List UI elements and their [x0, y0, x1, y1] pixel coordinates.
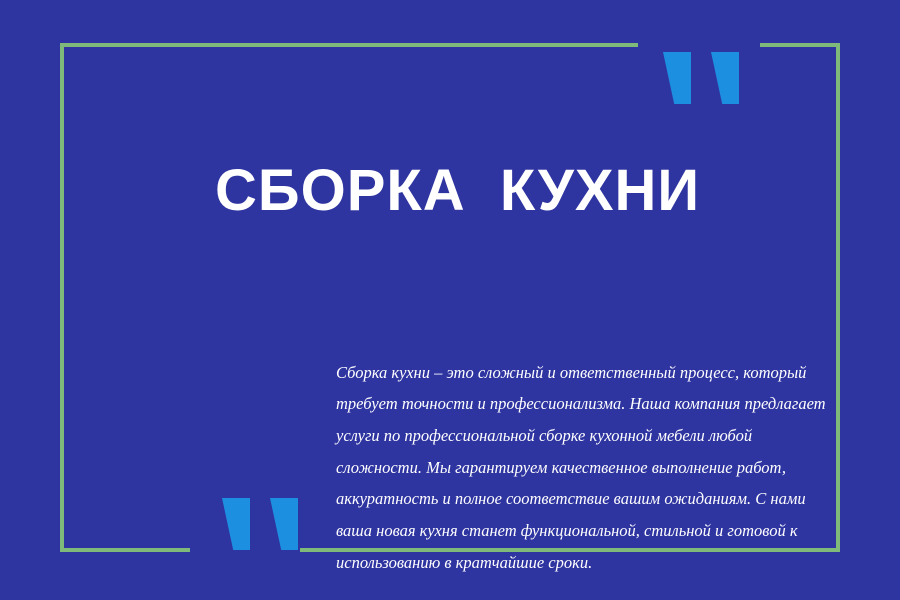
frame-border-bottom-left	[60, 548, 190, 552]
frame-border-top-left	[60, 43, 638, 47]
quote-bar-right	[711, 52, 739, 104]
slide-title: СБОРКА КУХНИ	[215, 157, 701, 223]
quote-bar-left	[663, 52, 691, 104]
frame-border-left	[60, 43, 64, 552]
quote-bar-left	[222, 498, 250, 550]
slide-body-text: Сборка кухни – это сложный и ответственный процесс, который требует точности и профессионализма. Наша компания предлагает услуги по профессиональной сборке кухонной мебели любой сложности. Мы гарантируем качественное выполнение работ, аккуратность и полное соответствие вашим ожиданиям. С нами ваша новая кухня станет функциональной, стильной и готовой к использованию в кратчайшие сроки.	[336, 362, 826, 572]
frame-border-right	[836, 43, 840, 552]
quote-mark-icon-top	[663, 52, 759, 106]
frame-border-top-right	[760, 43, 840, 47]
quote-mark-icon-bottom	[222, 498, 318, 552]
quote-bar-right	[270, 498, 298, 550]
